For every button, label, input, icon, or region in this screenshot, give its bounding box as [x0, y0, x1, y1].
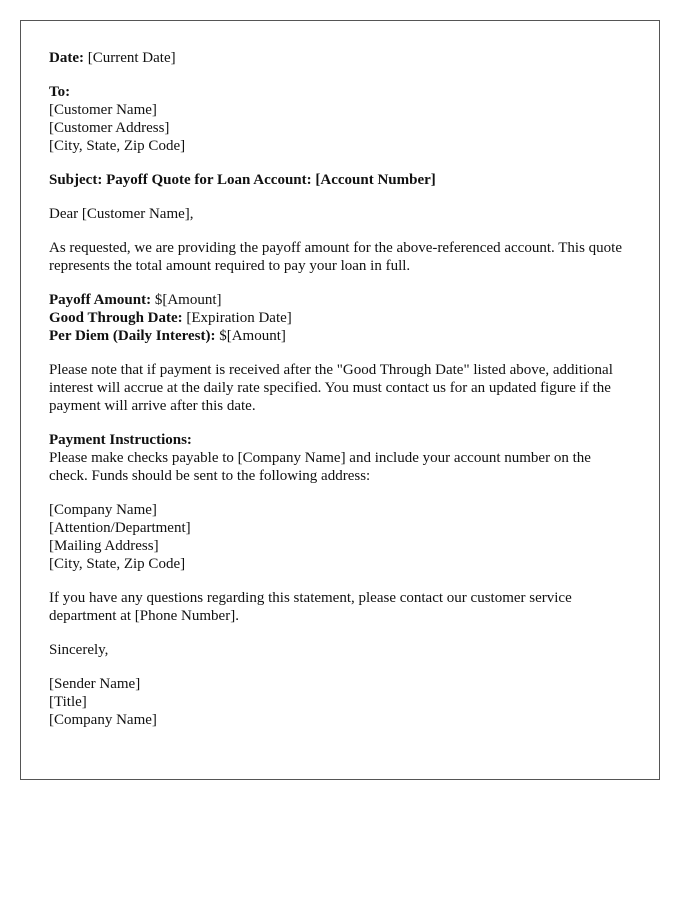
greeting: Dear [Customer Name],: [49, 206, 194, 222]
detail-good-through-date: [49, 309, 631, 327]
detail-value: $[Amount]: [219, 328, 286, 344]
recipient-section: [49, 83, 631, 155]
mailing-attention: [Attention/Department]: [49, 520, 191, 536]
date-section: [49, 49, 631, 67]
signature-name: [Sender Name]: [49, 676, 141, 692]
signature-company: [Company Name]: [49, 712, 157, 728]
detail-label: Good Through Date:: [49, 310, 183, 326]
detail-value: [Expiration Date]: [186, 310, 292, 326]
details-section: [49, 291, 631, 345]
recipient-name: [Customer Name]: [49, 102, 157, 118]
subject-section: [49, 171, 631, 189]
detail-label: Per Diem (Daily Interest):: [49, 328, 216, 344]
questions-section: [49, 589, 631, 625]
note-section: [49, 361, 631, 415]
date-label: Date:: [49, 50, 84, 66]
payment-paragraph: Please make checks payable to [Company Name] and include your account number on the check. Funds should be sent to the following address:: [49, 450, 591, 484]
date-line: [49, 49, 631, 67]
recipient-label: To:: [49, 84, 71, 100]
detail-per-diem: [49, 327, 631, 345]
mailing-city: [City, State, Zip Code]: [49, 556, 186, 572]
detail-payoff-amount: [49, 291, 631, 309]
subject-line: Subject: Payoff Quote for Loan Account: [Account Number]: [49, 172, 436, 188]
signature-title: [Title]: [49, 694, 87, 710]
mailing-street: [Mailing Address]: [49, 538, 159, 554]
greeting-section: [49, 205, 631, 223]
detail-label: Payoff Amount:: [49, 292, 152, 308]
note-paragraph: Please note that if payment is received after the "Good Through Date" listed above, additional interest will accrue at the daily rate specified. You must contact us for an updated figure if the payment will arrive after this date.: [49, 362, 613, 414]
recipient-address: [Customer Address]: [49, 120, 170, 136]
date-value: [Current Date]: [87, 50, 176, 66]
intro-paragraph: As requested, we are providing the payoff amount for the above-referenced account. This quote represents the total amount required to pay your loan in full.: [49, 240, 622, 274]
mailing-address-section: [49, 501, 631, 573]
letter: [20, 20, 660, 780]
payment-heading: Payment Instructions:: [49, 432, 192, 448]
signature-section: [49, 675, 631, 729]
questions-paragraph: If you have any questions regarding this statement, please contact our customer service department at [Phone Number].: [49, 590, 572, 624]
recipient-city: [City, State, Zip Code]: [49, 138, 186, 154]
closing: Sincerely,: [49, 642, 109, 658]
detail-value: $[Amount]: [154, 292, 222, 308]
payment-section: [49, 431, 631, 485]
closing-section: [49, 641, 631, 659]
intro-section: [49, 239, 631, 275]
mailing-company: [Company Name]: [49, 502, 157, 518]
